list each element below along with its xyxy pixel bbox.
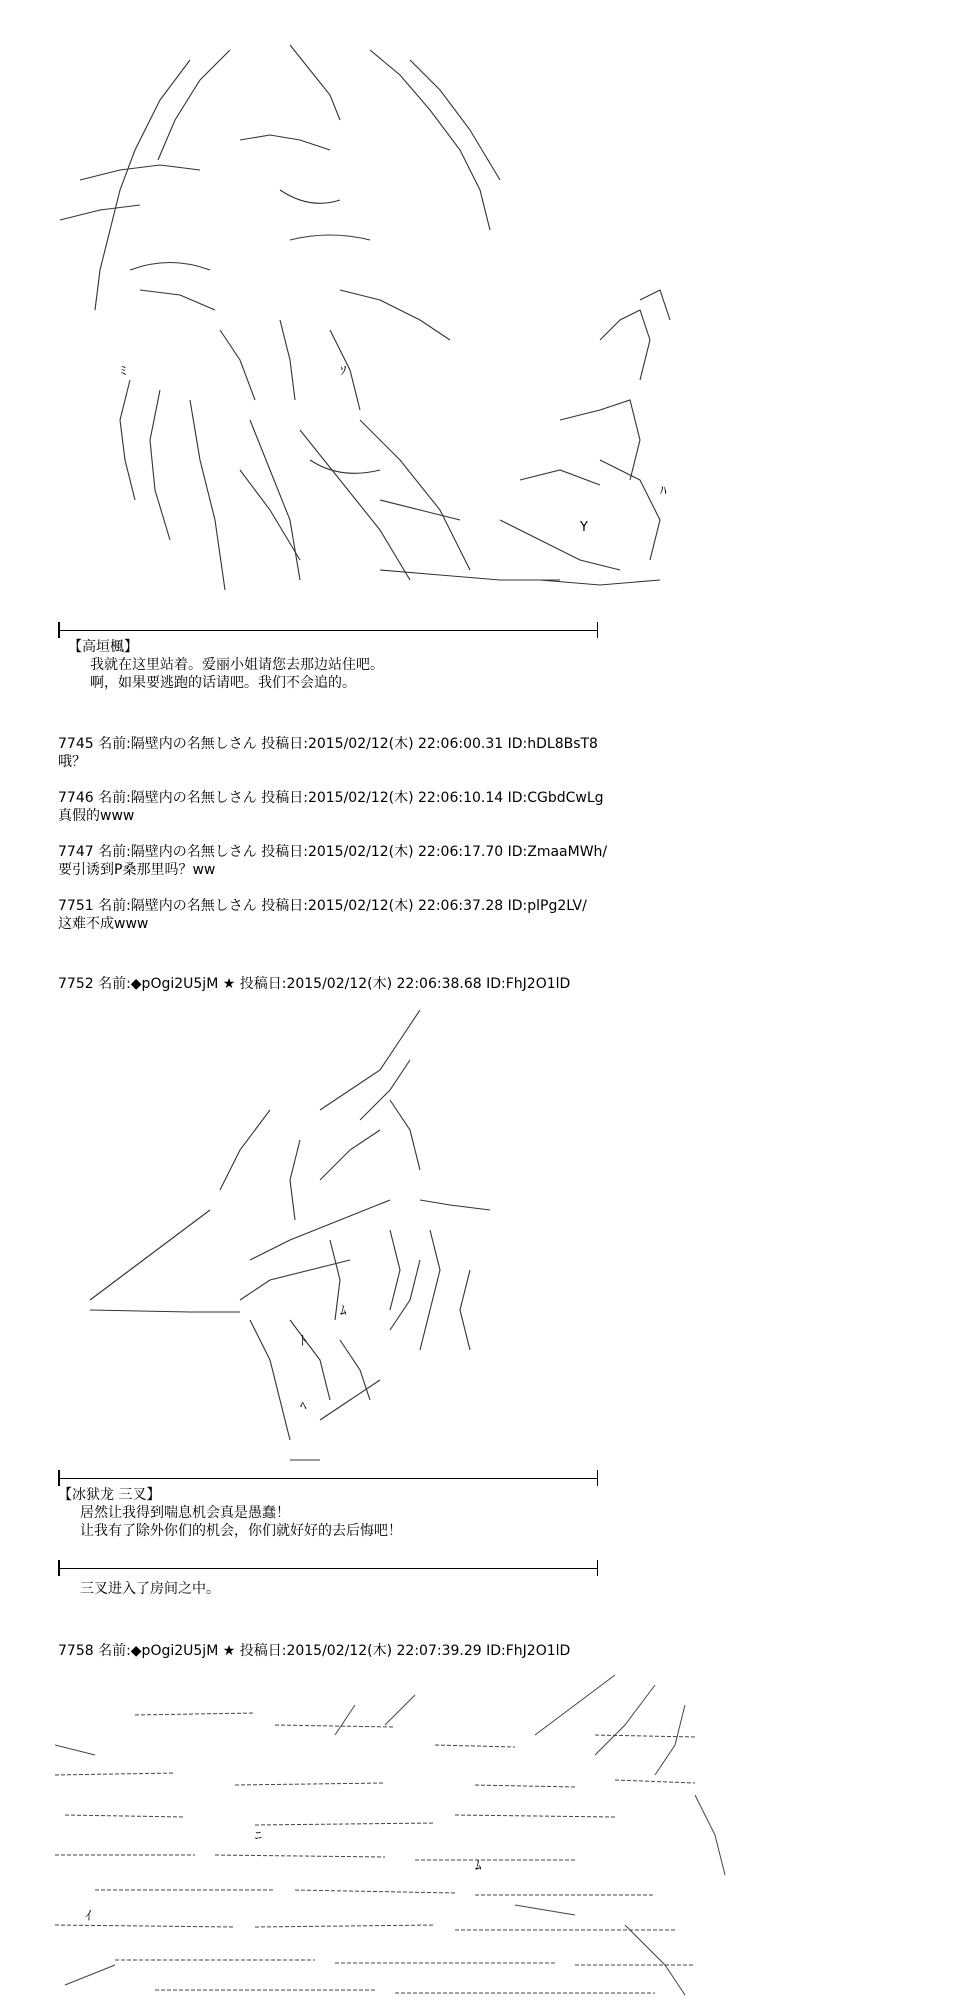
divider-line <box>58 630 598 631</box>
post-7745 <box>58 735 598 771</box>
post-7758 <box>58 1642 570 1660</box>
art-fragment: ﾊ <box>660 484 667 499</box>
art-fragment: ﾑ <box>475 1859 482 1874</box>
dialogue-line: 啊，如果要逃跑的话请吧。我们不会追的。 <box>90 675 356 691</box>
dialogue-line: 居然让我得到喘息机会真是愚蠢！ <box>80 1505 290 1521</box>
post-header: 7752 名前:◆pOgi2U5jM ★ 投稿日:2015/02/12(木) 22:06:38.68 ID:FhJ2O1lD <box>58 976 571 992</box>
post-header: 7758 名前:◆pOgi2U5jM ★ 投稿日:2015/02/12(木) 22:07:39.29 ID:FhJ2O1lD <box>58 1643 571 1659</box>
art-fragment: ﾍ <box>300 1399 307 1414</box>
art-fragment: ﾑ <box>340 1304 347 1319</box>
ascii-art-dragon <box>90 1000 550 1470</box>
ascii-art-battle-scene <box>55 1665 735 2000</box>
art-fragment: ﾄ <box>300 1334 307 1349</box>
post-body: 要引诱到P桑那里吗？ww <box>58 862 216 878</box>
ascii-art-character-portrait <box>40 40 780 620</box>
speaker-name: 【冰狱龙 三叉】 <box>58 1487 161 1503</box>
dialogue-line: 让我有了除外你们的机会，你们就好好的去后悔吧！ <box>80 1523 402 1539</box>
art-fragment: ｲ <box>85 1909 92 1924</box>
post-header: 7746 名前:隔壁内の名無しさん 投稿日:2015/02/12(木) 22:06:10.14 ID:CGbdCwLg <box>58 790 604 806</box>
post-body: 这难不成www <box>58 916 149 932</box>
narration: 三叉进入了房间之中。 <box>80 1581 220 1597</box>
art-fragment: ｿ <box>340 364 347 379</box>
post-header: 7747 名前:隔壁内の名無しさん 投稿日:2015/02/12(木) 22:06:17.70 ID:ZmaaMWh/ <box>58 844 608 860</box>
dialogue-scene2 <box>58 1486 402 1540</box>
post-7751 <box>58 897 587 933</box>
art-fragment: ﾐ <box>120 364 127 379</box>
art-fragment: ﾆ <box>255 1829 262 1844</box>
dialogue-line: 我就在这里站着。爱丽小姐请您去那边站住吧。 <box>90 657 384 673</box>
post-body: 真假的www <box>58 808 135 824</box>
dialogue-scene1 <box>68 638 384 692</box>
speaker-name: 【高垣楓】 <box>68 639 138 655</box>
post-header: 7751 名前:隔壁内の名無しさん 投稿日:2015/02/12(木) 22:06:37.28 ID:plPg2LV/ <box>58 898 587 914</box>
post-7752 <box>58 975 570 993</box>
post-7747 <box>58 843 607 879</box>
divider-line <box>58 1568 598 1569</box>
art-fragment: Y <box>580 520 588 535</box>
post-body: 哦？ <box>58 754 86 770</box>
post-7746 <box>58 789 604 825</box>
post-header: 7745 名前:隔壁内の名無しさん 投稿日:2015/02/12(木) 22:06:00.31 ID:hDL8BsT8 <box>58 736 598 752</box>
divider-line <box>58 1478 598 1479</box>
